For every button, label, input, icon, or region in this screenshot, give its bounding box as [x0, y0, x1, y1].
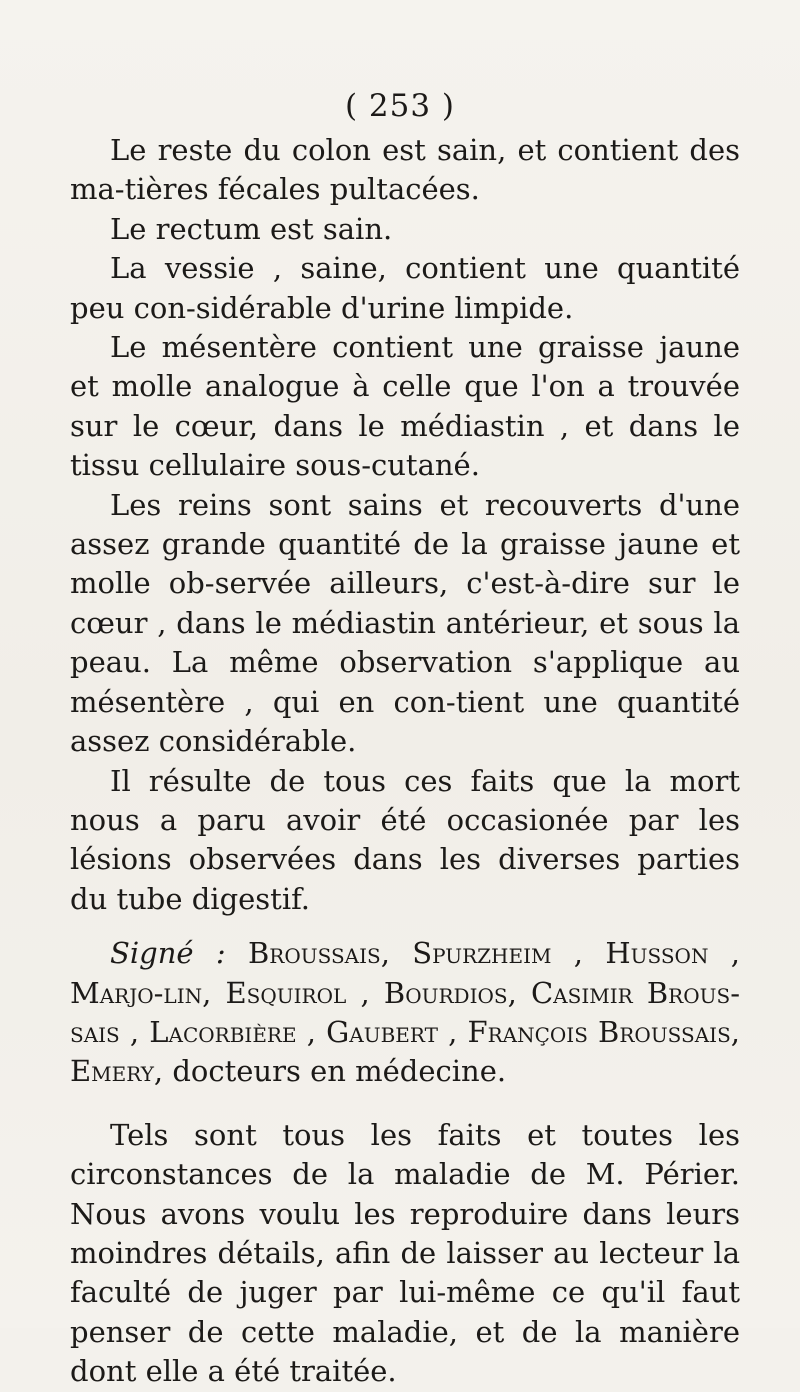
paragraph-vessie: La vessie , saine, contient une quantité peu con-sidérable d'urine limpide.: [70, 251, 740, 325]
signature-suffix: docteurs en médecine.: [172, 1054, 507, 1089]
signature-label: Signé :: [110, 936, 226, 971]
closing-paragraph: Tels sont tous les faits et toutes les circonstances de la maladie de M. Périer. Nous avons voulu les reproduire dans leurs moindres détails, afin de laisser au lecteur la faculté de juger par lui-même ce qu'il faut penser de cette maladie, et de la manière dont elle a été traitée.: [70, 1117, 740, 1389]
paragraph-reins: Les reins sont sains et recouverts d'une assez grande quantité de la graisse jaune et molle ob-servée ailleurs, c'est-à-dire sur le cœur , dans le médiastin antérieur, et sous la peau. La même observation s'applique au mésentère , qui en con-tient une quantité assez considérable.: [70, 487, 740, 759]
paragraph-rectum: Le rectum est sain.: [110, 211, 393, 246]
paragraph-conclusion: Il résulte de tous ces faits que la mort nous a paru avoir été occasionée par les lésions observées dans les diverses parties du tube digestif.: [70, 763, 740, 916]
body-text: [70, 131, 740, 1392]
signature-paragraph: [70, 934, 740, 1092]
paragraph-mesentere: Le mésentère contient une graisse jaune et molle analogue à celle que l'on a trouvée sur le cœur, dans le médiastin , et dans le tissu cellulaire sous-cutané.: [70, 330, 740, 483]
signatory-names: Broussais, Spurzheim , Husson , Marjo-lin, Esquirol , Bourdios, Casimir Brous-sais , Lacorbière , Gaubert , François Broussais, Emery,: [70, 936, 740, 1089]
page-number: ( 253 ): [344, 88, 456, 124]
paragraph-colon: Le reste du colon est sain, et contient des ma-tières fécales pultacées.: [70, 133, 740, 207]
